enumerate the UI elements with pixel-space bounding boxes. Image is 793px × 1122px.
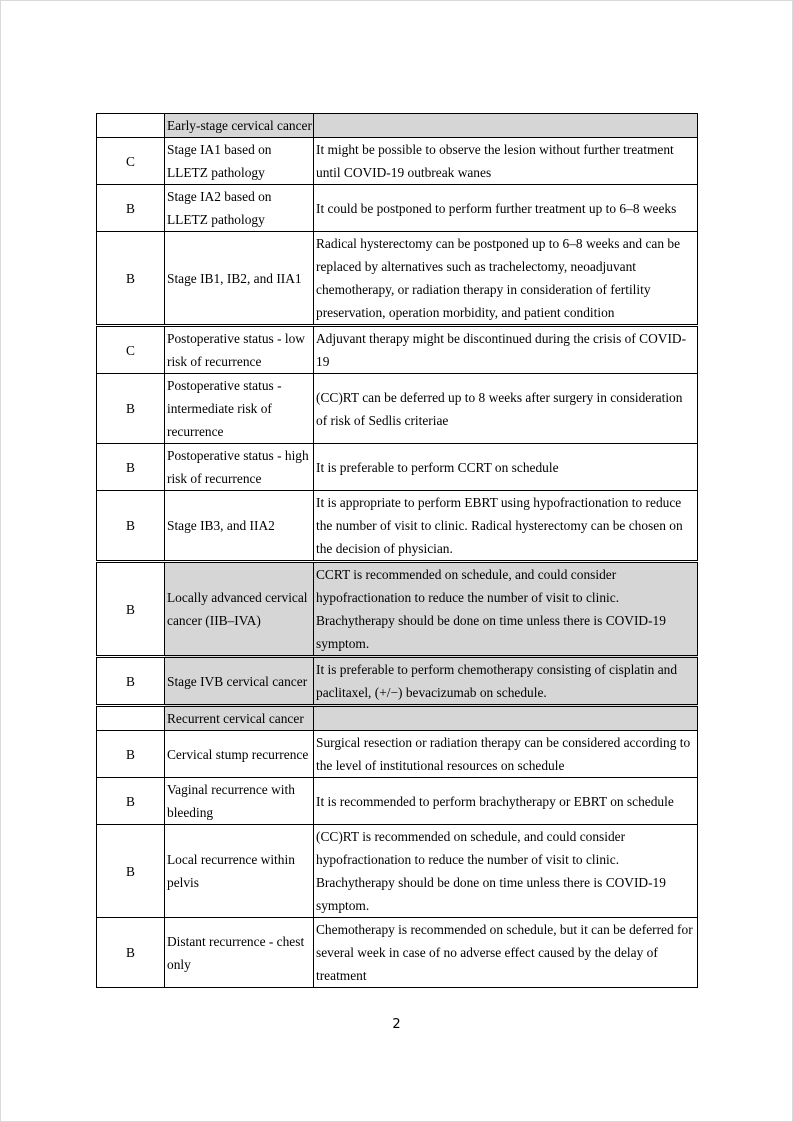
grade-cell: B bbox=[97, 232, 165, 326]
recommendation-cell: It is appropriate to perform EBRT using hypofractionation to reduce the number of visit to clinic. Radical hysterectomy can be chosen on the decision of physician. bbox=[314, 491, 698, 562]
condition-cell: Cervical stump recurrence bbox=[165, 731, 314, 778]
recommendation-table bbox=[96, 113, 698, 988]
condition-cell: Postoperative status - intermediate risk of recurrence bbox=[165, 374, 314, 444]
table-row bbox=[97, 778, 698, 825]
condition-cell: Stage IA2 based on LLETZ pathology bbox=[165, 185, 314, 232]
recommendation-cell: CCRT is recommended on schedule, and could consider hypofractionation to reduce the number of visit to clinic. Brachytherapy should be done on time unless there is COVID-19 symptom. bbox=[314, 562, 698, 657]
recommendation-cell: It is preferable to perform chemotherapy consisting of cisplatin and paclitaxel, (+/−) bevacizumab on schedule. bbox=[314, 657, 698, 706]
table-row bbox=[97, 731, 698, 778]
condition-cell: Postoperative status - low risk of recurrence bbox=[165, 326, 314, 374]
recommendation-cell: It is preferable to perform CCRT on schedule bbox=[314, 444, 698, 491]
recommendation-cell: Adjuvant therapy might be discontinued during the crisis of COVID-19 bbox=[314, 326, 698, 374]
condition-cell: Locally advanced cervical cancer (IIB–IVA) bbox=[165, 562, 314, 657]
table-row bbox=[97, 825, 698, 918]
page-number: 2 bbox=[392, 1017, 401, 1032]
grade-cell: B bbox=[97, 374, 165, 444]
section-header-early-stage bbox=[97, 114, 698, 138]
recommendation-cell: It might be possible to observe the lesion without further treatment until COVID-19 outbreak wanes bbox=[314, 138, 698, 185]
grade-cell: B bbox=[97, 562, 165, 657]
table-row bbox=[97, 918, 698, 988]
table-row bbox=[97, 138, 698, 185]
section-header-fill bbox=[314, 706, 698, 731]
table-row bbox=[97, 374, 698, 444]
table-row bbox=[97, 185, 698, 232]
table-row bbox=[97, 491, 698, 562]
section-heading: Recurrent cervical cancer bbox=[165, 706, 314, 731]
grade-cell: B bbox=[97, 918, 165, 988]
section-header-empty-cell bbox=[97, 114, 165, 138]
condition-cell: Vaginal recurrence with bleeding bbox=[165, 778, 314, 825]
recommendation-cell: Surgical resection or radiation therapy can be considered according to the level of institutional resources on schedule bbox=[314, 731, 698, 778]
grade-cell: B bbox=[97, 491, 165, 562]
grade-cell: B bbox=[97, 444, 165, 491]
table-row bbox=[97, 657, 698, 706]
recommendation-cell: Chemotherapy is recommended on schedule, but it can be deferred for several week in case of no adverse effect caused by the delay of treatment bbox=[314, 918, 698, 988]
recommendation-cell: Radical hysterectomy can be postponed up to 6–8 weeks and can be replaced by alternatives such as trachelectomy, neoadjuvant chemotherapy, or radiation therapy in consideration of fertility preservation, operation morbidity, and patient condition bbox=[314, 232, 698, 326]
condition-cell: Stage IVB cervical cancer bbox=[165, 657, 314, 706]
table-row bbox=[97, 326, 698, 374]
condition-cell: Postoperative status - high risk of recurrence bbox=[165, 444, 314, 491]
grade-cell: B bbox=[97, 657, 165, 706]
grade-cell: B bbox=[97, 731, 165, 778]
section-heading: Early-stage cervical cancer bbox=[165, 114, 314, 138]
grade-cell: B bbox=[97, 185, 165, 232]
section-header-fill bbox=[314, 114, 698, 138]
grade-cell: C bbox=[97, 326, 165, 374]
condition-cell: Distant recurrence - chest only bbox=[165, 918, 314, 988]
condition-cell: Stage IB1, IB2, and IIA1 bbox=[165, 232, 314, 326]
grade-cell: B bbox=[97, 778, 165, 825]
table-row bbox=[97, 232, 698, 326]
condition-cell: Stage IA1 based on LLETZ pathology bbox=[165, 138, 314, 185]
section-header-recurrent bbox=[97, 706, 698, 731]
grade-cell: C bbox=[97, 138, 165, 185]
recommendation-cell: It could be postponed to perform further treatment up to 6–8 weeks bbox=[314, 185, 698, 232]
grade-cell: B bbox=[97, 825, 165, 918]
condition-cell: Stage IB3, and IIA2 bbox=[165, 491, 314, 562]
condition-cell: Local recurrence within pelvis bbox=[165, 825, 314, 918]
recommendation-cell: (CC)RT is recommended on schedule, and could consider hypofractionation to reduce the number of visit to clinic. Brachytherapy should be done on time unless there is COVID-19 symptom. bbox=[314, 825, 698, 918]
recommendation-cell: It is recommended to perform brachytherapy or EBRT on schedule bbox=[314, 778, 698, 825]
section-header-empty-cell bbox=[97, 706, 165, 731]
table-row bbox=[97, 562, 698, 657]
table-row bbox=[97, 444, 698, 491]
recommendation-cell: (CC)RT can be deferred up to 8 weeks after surgery in consideration of risk of Sedlis criteriae bbox=[314, 374, 698, 444]
